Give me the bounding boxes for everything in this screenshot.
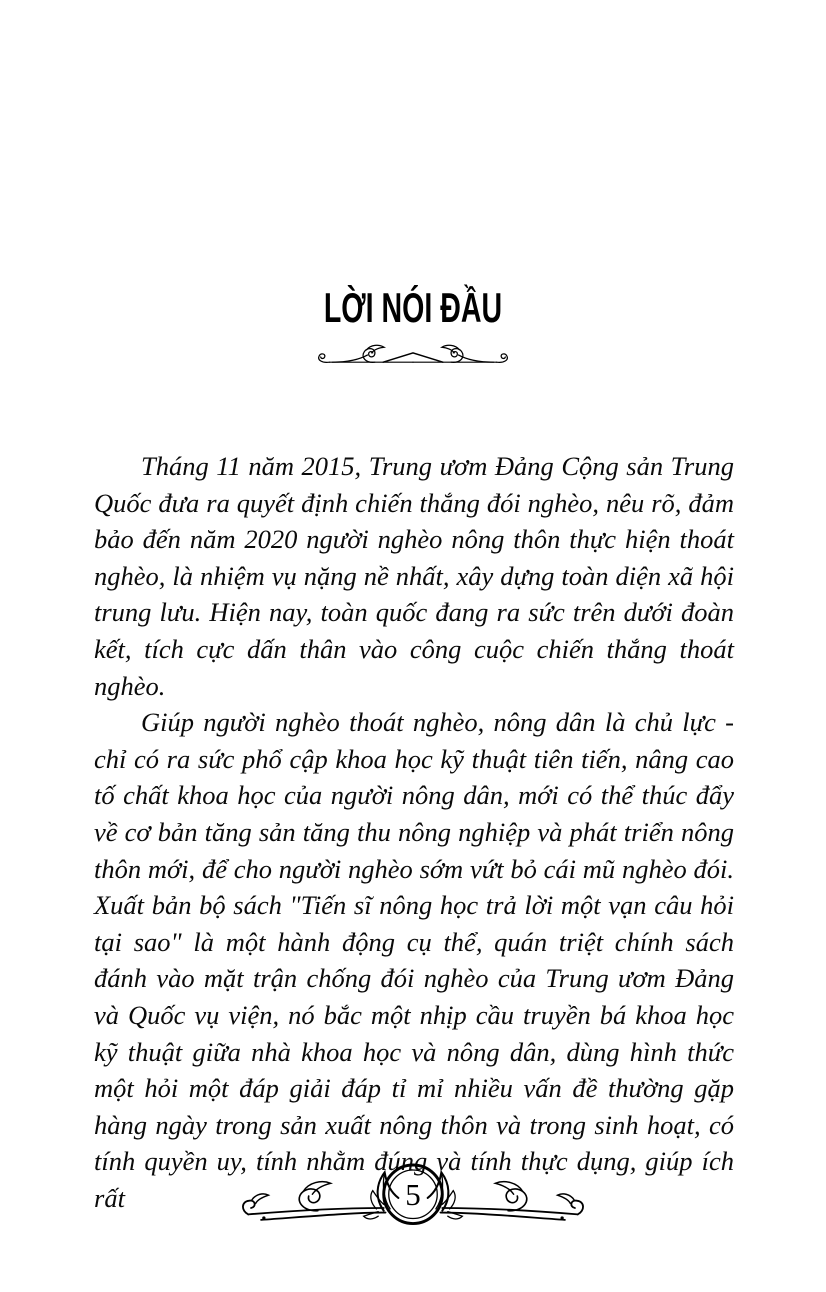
chapter-title: LỜI NÓI ĐẦU (323, 284, 503, 331)
body-paragraph-2: Giúp người nghèo thoát nghèo, nông dân là chủ lực - chỉ có ra sức phổ cập khoa học kỹ thuật tiên tiến, nâng cao tố chất khoa học của người nông dân, mới có thể thúc đẩy về cơ bản tăng sản tăng thu nông nghiệp và phát triển nông thôn mới, để cho người nghèo sớm vứt bỏ cái mũ nghèo đói. Xuất bản bộ sách "Tiến sĩ nông học trả lời một vạn câu hỏi tại sao" là một hành động cụ thể, quán triệt chính sách đánh vào mặt trận chống đói nghèo của Trung ươm Đảng và Quốc vụ viện, nó bắc một nhịp cầu truyền bá khoa học kỹ thuật giữa nhà khoa học và nông dân, dùng hình thức một hỏi một đáp giải đáp tỉ mỉ nhiều vấn đề thường gặp hàng ngày trong sản xuất nông thôn và trong sinh hoạt, có tính quyền uy, tính nhằm đúng và tính thực dụng, giúp ích rất (94, 707, 734, 1213)
page-number: 5 (405, 1177, 421, 1212)
chapter-body (94, 448, 734, 1216)
footer-flourish-icon (239, 1154, 587, 1240)
header-flourish-icon (315, 340, 511, 372)
body-paragraph-1: Tháng 11 năm 2015, Trung ươm Đảng Cộng sản Trung Quốc đưa ra quyết định chiến thắng đói nghèo, nêu rõ, đảm bảo đến năm 2020 người nghèo nông thôn thực hiện thoát nghèo, là nhiệm vụ nặng nề nhất, xây dựng toàn diện xã hội trung lưu. Hiện nay, toàn quốc đang ra sức trên dưới đoàn kết, tích cực dấn thân vào công cuộc chiến thắng thoát nghèo. (94, 451, 734, 701)
